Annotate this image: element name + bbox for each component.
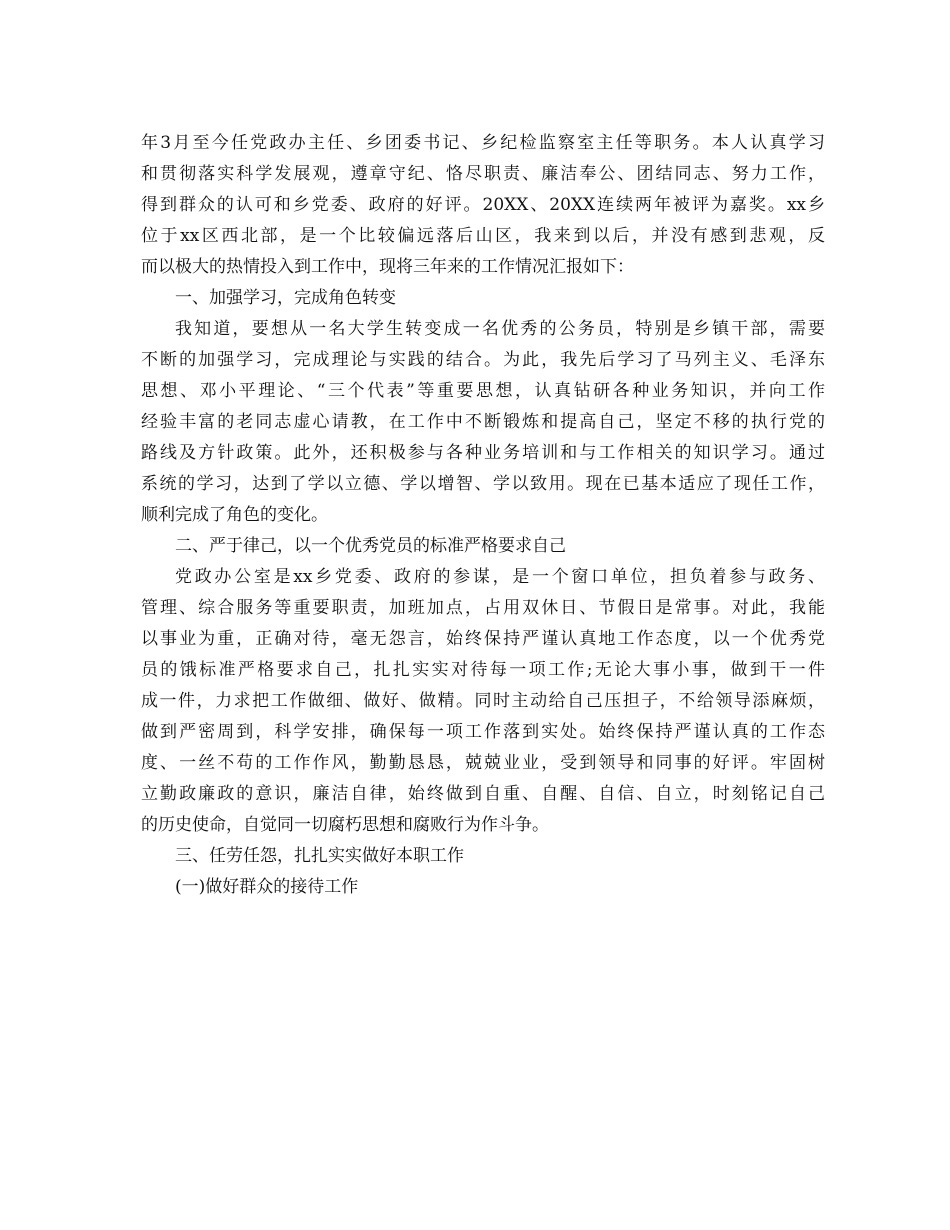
document-body — [141, 128, 825, 903]
section-heading-2: 二、严于律己，以一个优秀党员的标准严格要求自己 — [175, 536, 566, 556]
text-line: 度、一丝不苟的工作作风，勤勤恳恳，兢兢业业，受到领导和同事的好评。牢固树 — [141, 753, 825, 773]
text-line: 思想、邓小平理论、“三个代表”等重要思想，认真钻研各种业务知识，并向工作 — [141, 381, 825, 401]
text-line: 不断的加强学习，完成理论与实践的结合。为此，我先后学习了马列主义、毛泽东 — [141, 350, 825, 370]
text-line: 的历史使命，自觉同一切腐朽思想和腐败行为作斗争。 — [141, 815, 549, 835]
text-line: 经验丰富的老同志虚心请教，在工作中不断锻炼和提高自己，坚定不移的执行党的 — [141, 412, 825, 432]
text-line: 做到严密周到，科学安排，确保每一项工作落到实处。始终保持严谨认真的工作态 — [141, 722, 825, 742]
text-line: 我知道，要想从一名大学生转变成一名优秀的公务员，特别是乡镇干部，需要 — [175, 319, 825, 339]
text-line: 党政办公室是xx乡党委、政府的参谋，是一个窗口单位，担负着参与政务、 — [175, 567, 825, 587]
subsection-heading: (一)做好群众的接待工作 — [175, 877, 359, 897]
text-line: 路线及方针政策。此外，还积极参与各种业务培训和与工作相关的知识学习。通过 — [141, 443, 825, 463]
text-line: 成一件，力求把工作做细、做好、做精。同时主动给自己压担子，不给领导添麻烦， — [141, 691, 825, 711]
text-line: 系统的学习，达到了学以立德、学以增智、学以致用。现在已基本适应了现任工作， — [141, 474, 825, 494]
text-line: 管理、综合服务等重要职责，加班加点，占用双休日、节假日是常事。对此，我能 — [141, 598, 825, 618]
section-heading-3: 三、任劳任怨，扎扎实实做好本职工作 — [175, 846, 464, 866]
text-line: 位于xx区西北部，是一个比较偏远落后山区，我来到以后，并没有感到悲观，反 — [141, 226, 825, 246]
text-line: 以事业为重，正确对待，毫无怨言，始终保持严谨认真地工作态度，以一个优秀党 — [141, 629, 825, 649]
text-line: 年3月至今任党政办主任、乡团委书记、乡纪检监察室主任等职务。本人认真学习 — [141, 133, 825, 153]
text-line: 顺利完成了角色的变化。 — [141, 505, 328, 525]
text-line: 立勤政廉政的意识，廉洁自律，始终做到自重、自醒、自信、自立，时刻铭记自己 — [141, 784, 825, 804]
text-line: 而以极大的热情投入到工作中，现将三年来的工作情况汇报如下： — [141, 257, 634, 277]
text-line: 得到群众的认可和乡党委、政府的好评。20XX、20XX连续两年被评为嘉奖。xx乡 — [141, 195, 825, 215]
text-line: 员的饿标准严格要求自己，扎扎实实对待每一项工作;无论大事小事，做到干一件 — [141, 660, 825, 680]
section-heading-1: 一、加强学习，完成角色转变 — [175, 288, 396, 308]
text-line: 和贯彻落实科学发展观，遵章守纪、恪尽职责、廉洁奉公、团结同志、努力工作， — [141, 164, 825, 184]
